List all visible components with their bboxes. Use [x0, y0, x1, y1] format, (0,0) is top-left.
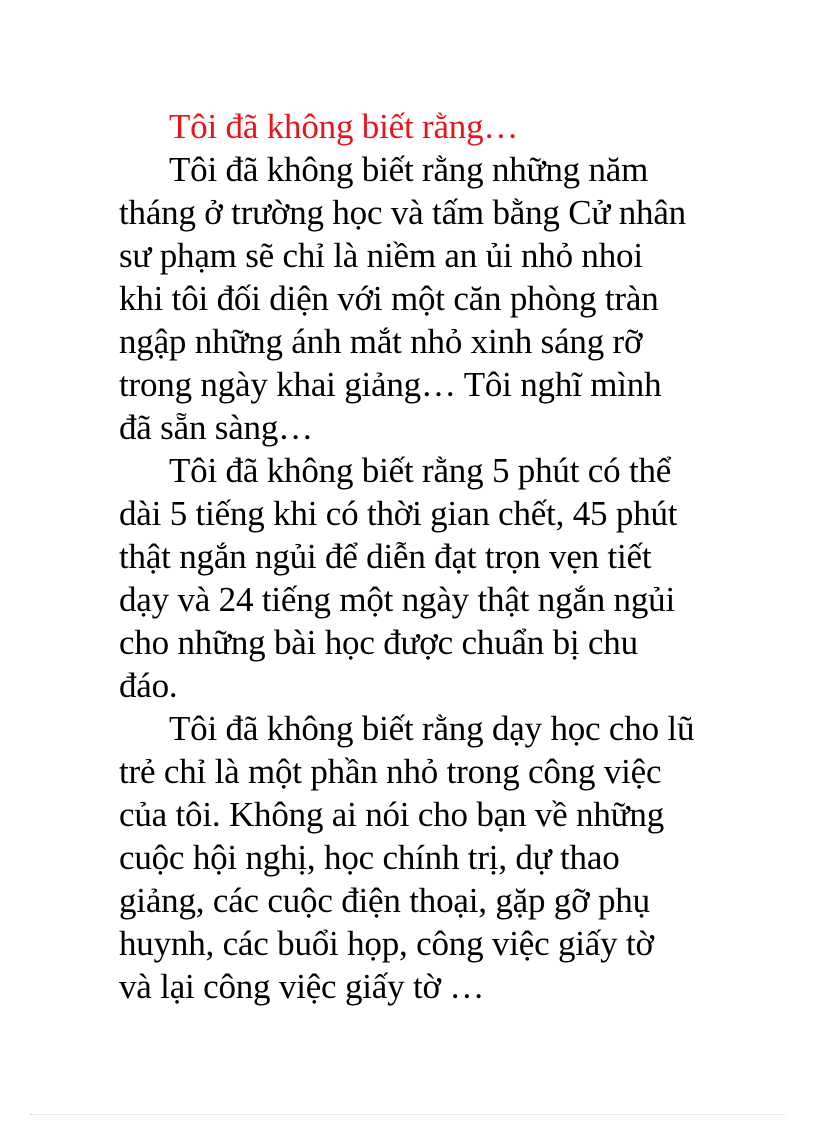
- paragraph-1-line-5: ngập những ánh mắt nhỏ xinh sáng rỡ: [119, 322, 643, 361]
- paragraph-3-line-7: và lại công việc giấy tờ …: [119, 967, 485, 1006]
- paragraph-1-line-7: đã sẵn sàng…: [119, 408, 313, 447]
- paragraph-3-line-2: trẻ chỉ là một phần nhỏ trong công việc: [119, 752, 662, 791]
- paragraph-2-line-4: dạy và 24 tiếng một ngày thật ngắn ngủi: [119, 580, 675, 619]
- paragraph-1-line-2: tháng ở trường học và tấm bằng Cử nhân: [119, 193, 686, 232]
- paragraph-3-line-3: của tôi. Không ai nói cho bạn về những: [119, 795, 665, 834]
- paragraph-2-line-3: thật ngắn ngủi để diễn đạt trọn vẹn tiết: [119, 537, 652, 576]
- paragraph-1-line-1: Tôi đã không biết rằng những năm: [169, 150, 649, 189]
- paragraph-2-line-2: dài 5 tiếng khi có thời gian chết, 45 phút: [119, 494, 678, 533]
- document-body: [119, 105, 719, 1008]
- paragraph-2-line-6: đáo.: [119, 666, 178, 705]
- page-bottom-divider: [30, 1114, 786, 1115]
- paragraph-2-line-1: Tôi đã không biết rằng 5 phút có thể: [169, 451, 672, 490]
- paragraph-3-line-5: giảng, các cuộc điện thoại, gặp gỡ phụ: [119, 881, 650, 920]
- paragraph-1-line-3: sư phạm sẽ chỉ là niềm an ủi nhỏ nhoi: [119, 236, 643, 275]
- paragraph-3-line-4: cuộc hội nghị, học chính trị, dự thao: [119, 838, 620, 877]
- paragraph-2-line-5: cho những bài học được chuẩn bị chu: [119, 623, 638, 662]
- document-title: Tôi đã không biết rằng…: [169, 107, 519, 146]
- paragraph-1-line-4: khi tôi đối diện với một căn phòng tràn: [119, 279, 659, 318]
- paragraph-1-line-6: trong ngày khai giảng… Tôi nghĩ mình: [119, 365, 662, 404]
- paragraph-3-line-6: huynh, các buổi họp, công việc giấy tờ: [119, 924, 654, 963]
- paragraph-3-line-1: Tôi đã không biết rằng dạy học cho lũ: [169, 709, 695, 748]
